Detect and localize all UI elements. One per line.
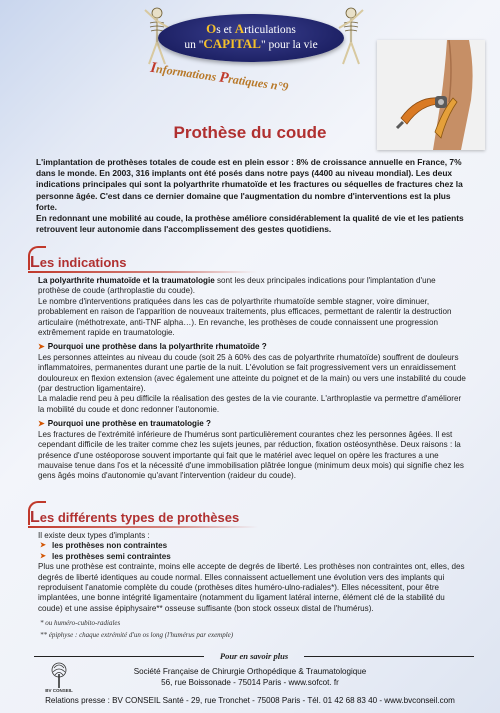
footer-press-contact: Relations presse : BV CONSEIL Santé - 29, rue Tronchet - 75008 Paris - Tél. 01 42 68 83 40 - www.bvconseil.com	[45, 696, 455, 705]
polyarthrite-paragraph-2: La maladie rend peu à peu difficile la réalisation des gestes de la vie courante. L'arthroplastie va permettre d'améliorer la mobilité du coude et donc redonner l'autonomie.	[38, 394, 462, 414]
section-divider	[28, 271, 258, 273]
implant-types-list	[38, 541, 466, 562]
section-heading-types: Les différents types de prothèses	[30, 509, 239, 527]
indications-paragraph-1: La polyarthrite rhumatoïde et la traumatologie sont les deux principales indications pour l'implantation d'une prothèse de coude (arthroplastie du coude).	[38, 276, 436, 296]
page-title: Prothèse du coude	[173, 123, 327, 142]
newsletter-issue-title: Informations Pratiques n°9	[149, 59, 290, 94]
logo-text: BV CONSEIL	[45, 688, 73, 693]
arrow-bullet-icon: ➤	[38, 342, 45, 352]
section-divider	[28, 526, 258, 528]
list-item: ➤ les prothèses non contraintes	[38, 541, 466, 551]
types-paragraph: Plus une prothèse est contrainte, moins elle accepte de degrés de liberté. Les prothèses non contraintes ont, elles, des degrés de liberté identiques au coude normal. Elles connaissent actuellement une évolution vers des implants qui reproduisent l'anatomie complète du coude (prothèses dites huméro-ulno-radiales*). Elles nécessitent, pour être implantées, une bonne intégrité ligamentaire (notamment du ligament latéral interne, élément clé de la stabilité du coude) et une assise épiphysaire** osseuse suffisante (bon stock osseux distal de l'humérus).	[38, 562, 465, 613]
footer-line-2: 56, rue Boissonade - 75014 Paris - www.sofcot. fr	[161, 677, 339, 687]
intro-paragraph	[36, 157, 464, 235]
heading-brace-decoration	[28, 246, 46, 270]
list-item: ➤ les prothèses semi contraintes	[38, 552, 466, 562]
header-banner	[158, 14, 344, 62]
intro-text-1: L'implantation de prothèses totales de coude est en plein essor : 8% de croissance annuelle en France, 7% dans le monde. En 2003, 316 implants ont été posés dans notre pays (4400 au niveau mondial). Les deux indications principales qui sont la polyarthrite rhumatoïde et les fractures ou séquelles de fractures chez la personne âgée. C'est dans ce dernier domaine que l'augmentation du nombre d'interventions est la plus forte.	[36, 157, 463, 212]
section-indications-body	[38, 276, 466, 482]
intro-text-2: En redonnant une mobilité au coude, la prothèse améliore considérablement la qualité de vie et les patients retrouvent leur autonomie dans l'accomplissement des gestes quotidiens.	[36, 213, 464, 235]
polyarthrite-paragraph-1: Les personnes atteintes au niveau du coude (soit 25 à 60% des cas de polyarthrite rhumatoïde) souffrent de douleurs inflammatoires, permanentes durant une partie de la nuit. L'évolution se fait progressivement vers un enraidissement douloureux en flexion extension (avec également une atteinte du poignet et de la main) ou vers une instabilité du coude (par destruction ligamentaire).	[38, 352, 466, 394]
types-intro: Il existe deux types d'implants :	[38, 531, 150, 540]
more-info-label: Pour en savoir plus	[219, 651, 289, 661]
section-types-body	[38, 531, 466, 614]
divider-line-right	[304, 656, 474, 657]
divider-line-left	[34, 656, 204, 657]
footer-line-1: Société Française de Chirurgie Orthopédique & Traumatologique	[133, 667, 367, 676]
question-traumatologie: ➤ Pourquoi une prothèse en traumatologie ?	[38, 419, 211, 429]
question-polyarthrite: ➤ Pourquoi une prothèse dans la polyarthrite rhumatoïde ?	[38, 342, 267, 352]
more-info-divider	[34, 651, 474, 662]
banner-line-2: un "CAPITAL" pour la vie	[184, 36, 318, 51]
indications-paragraph-2: Le nombre d'interventions pratiquées dans les cas de polyarthrite rhumatoïde semble stagner, voire diminuer, probablement en raison de l'apparition de nouveaux traitements, plus efficaces, permettant de ralentir la destruction articulaire (méthotrexate, anti-TNF alpha…). En revanche, les prothèses de coude connaissent une progression extrêmement rapide en traumatologie.	[38, 296, 452, 338]
footer-organization	[0, 667, 500, 688]
traumatologie-paragraph: Les fractures de l'extrémité inférieure de l'humérus sont particulièrement courantes chez les personnes âgées. Il est cependant difficile de les traiter comme chez les sujets jeunes, par réduction, fixation ostéosynthèse. Deux raisons : la présence d'une ostéoporose souvent importante qui fait que le matériel avec lequel on opère les fractures a une mauvaise tenue dans l'os et la nécessité d'une immobilisation plâtrée longue (minimum deux mois) qui signifie chez les gens âgés moins d'autonomie qu'avant l'intervention (raideur du coude).	[38, 429, 464, 481]
skeleton-right-icon	[336, 6, 366, 68]
section-heading-indications: Les indications	[30, 254, 126, 272]
heading-brace-decoration	[28, 501, 46, 525]
footnote-1: * ou huméro-cubito-radiales	[40, 619, 121, 627]
footnote-2: ** épiphyse : chaque extrémité d'un os long (l'humérus par exemple)	[40, 631, 234, 639]
arrow-bullet-icon: ➤	[38, 419, 45, 429]
banner-line-1: Os et Articulations	[206, 21, 296, 36]
